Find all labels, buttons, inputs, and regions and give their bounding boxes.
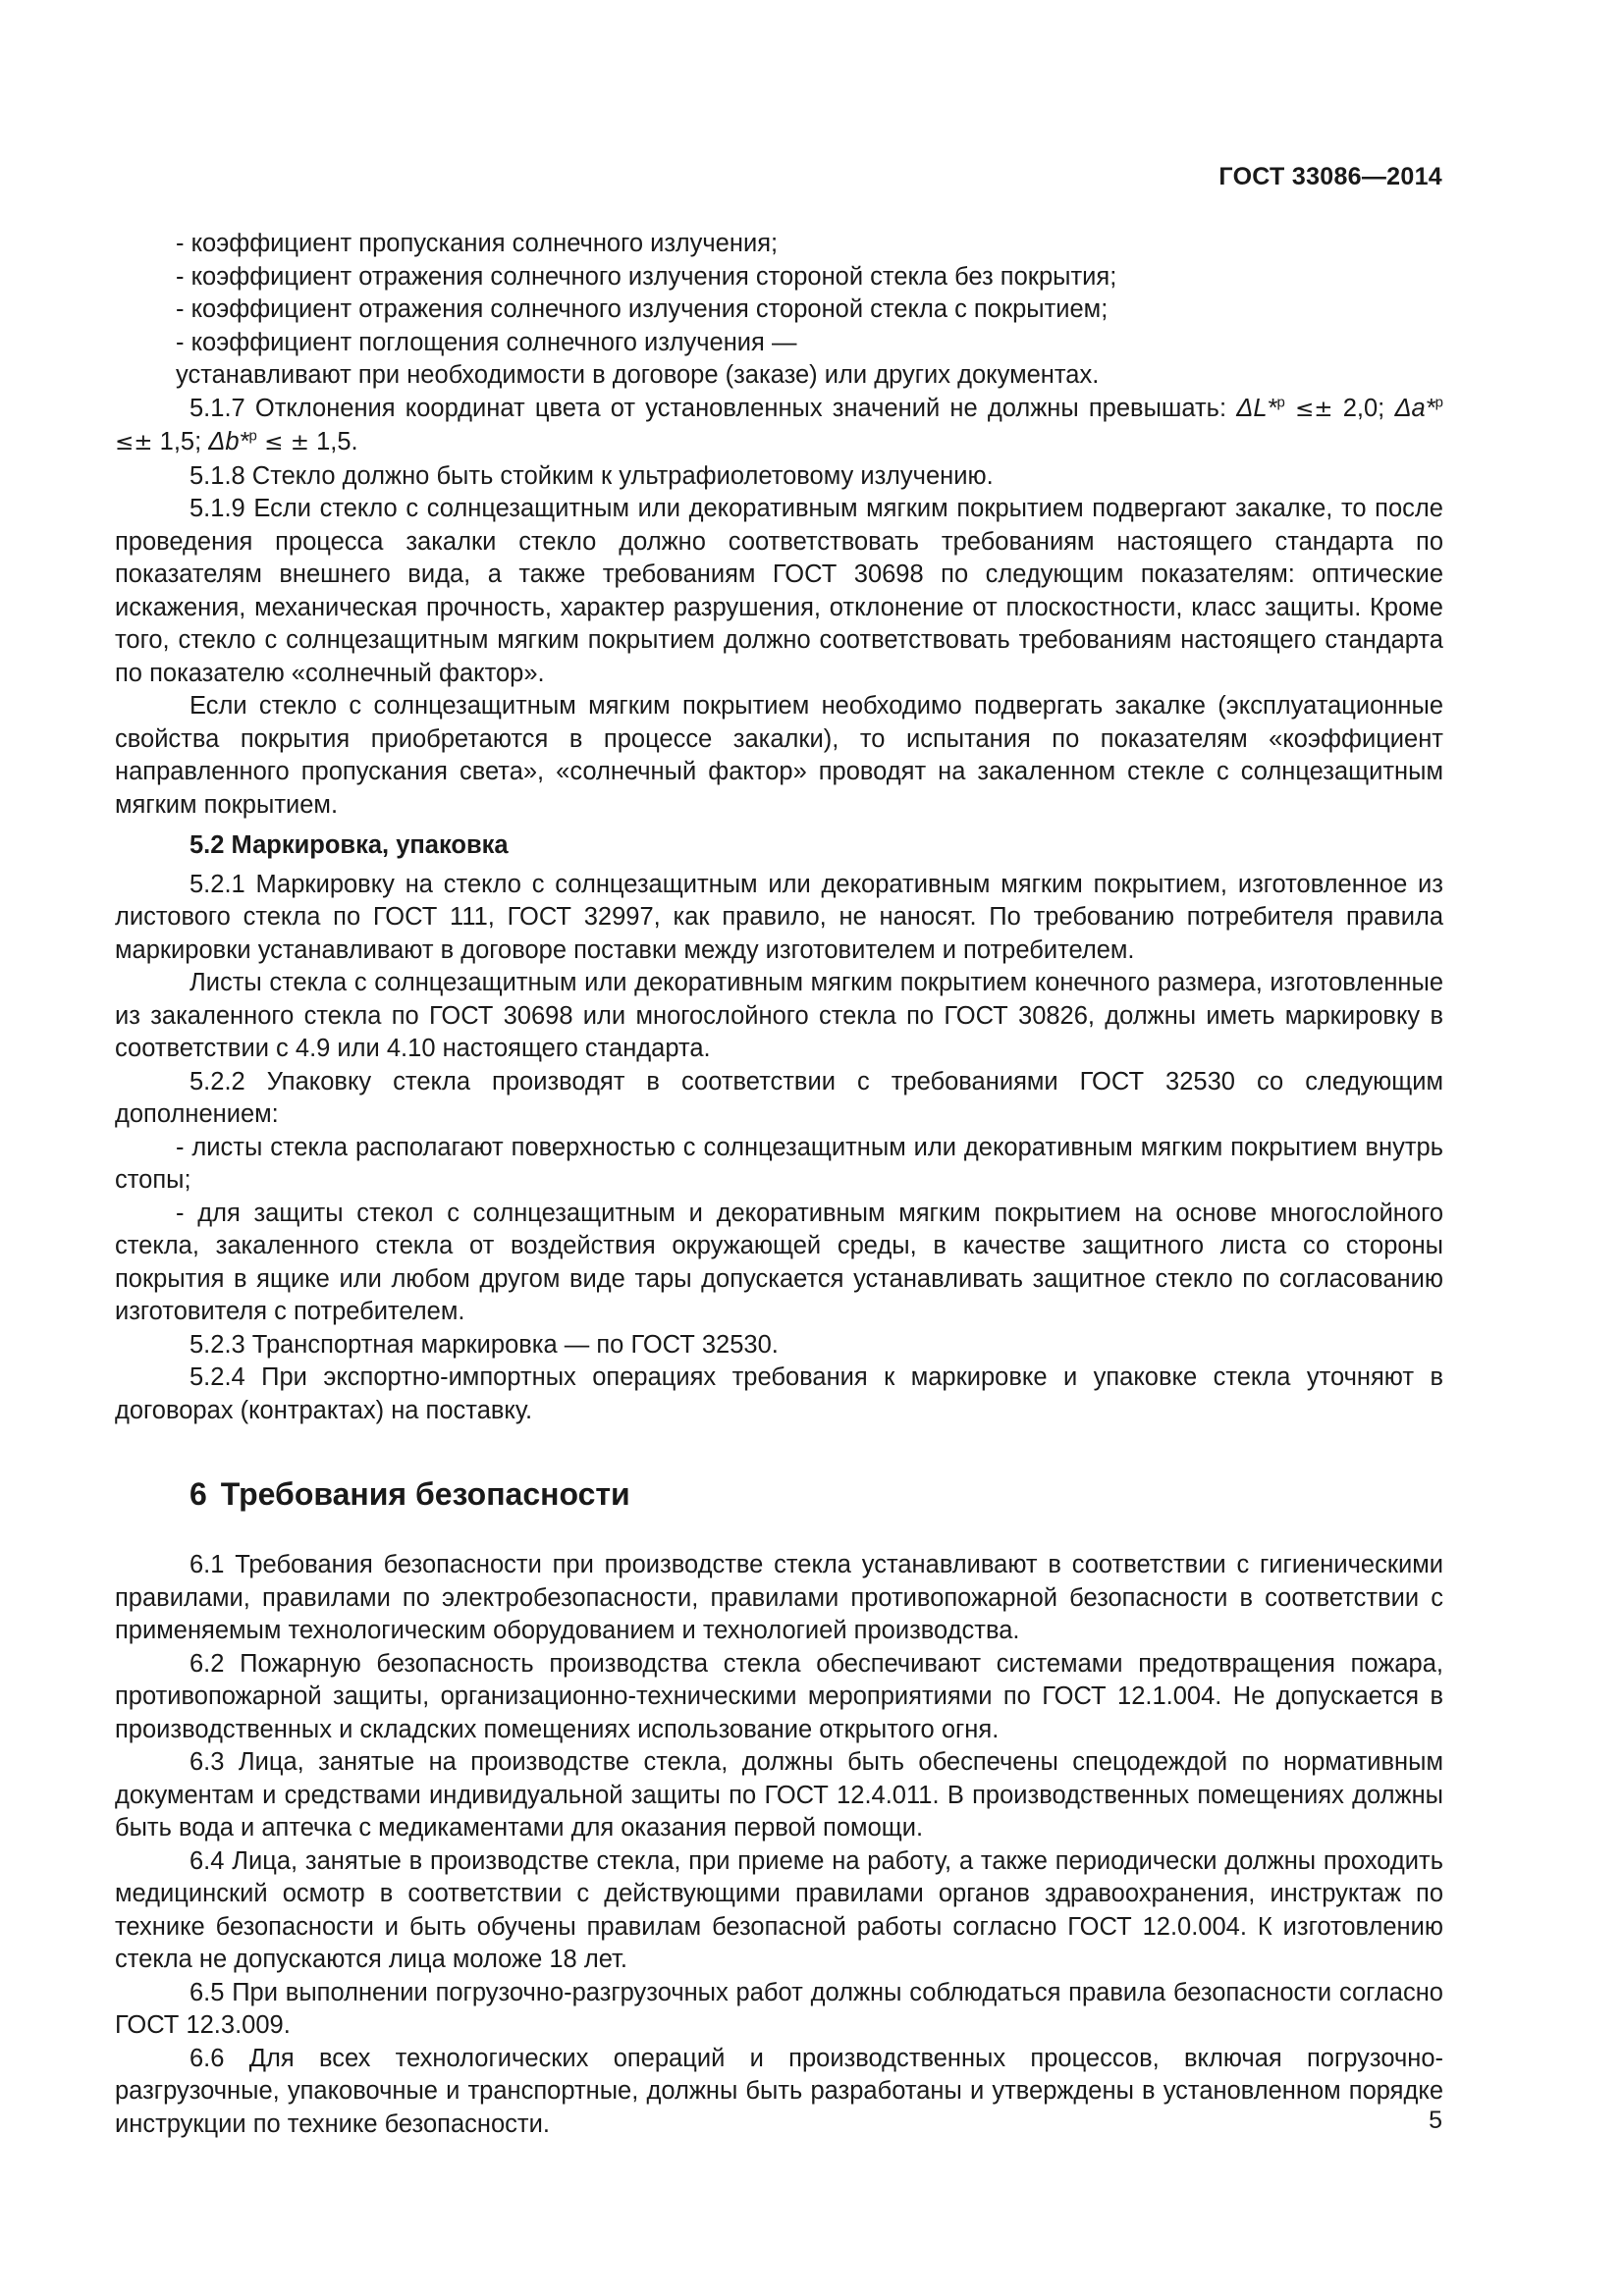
list-item: - коэффициент пропускания солнечного излучения; — [176, 230, 779, 257]
paragraph-5-2-1: 5.2.1 Маркировку на стекло с солнцезащитным или декоративным мягким покрытием, изготовленное из листового стекла по ГОСТ 111, ГОСТ 32997, как правило, не наносят. По требованию потребителя правила маркировки устанавливают в договоре поставки между изготовителем и потребителем. — [115, 870, 1443, 964]
delta-a-value: 1,5; — [152, 428, 209, 455]
delta-b-symbol: Δb* — [208, 428, 249, 455]
delta-a-symbol: Δa* — [1394, 394, 1435, 422]
subsection-heading-5-2: 5.2 Маркировка, упаковка — [189, 831, 509, 859]
section-number: 6 — [189, 1476, 207, 1512]
list-tail-text: устанавливают при необходимости в договоре (заказе) или других документах. — [176, 361, 1100, 389]
list-item: - коэффициент отражения солнечного излучения стороной стекла с покрытием; — [176, 295, 1109, 323]
delta-a-superscript: р — [1434, 394, 1443, 410]
paragraph-6-2: 6.2 Пожарную безопасность производства стекла обеспечивают системами предотвращения пожара, противопожарной защиты, организационно-техническими мероприятиями по ГОСТ 12.1.004. Не допускается в производственных и складских помещениях использование открытого огня. — [115, 1649, 1443, 1743]
section-heading-6 — [189, 1474, 1443, 1514]
paragraph-6-3: 6.3 Лица, занятые на производстве стекла, должны быть обеспечены спецодеждой по нормативным документам и средствами индивидуальной защиты по ГОСТ 12.4.011. В производственных помещениях должны быть вода и аптечка с медикаментами для оказания первой помощи. — [115, 1748, 1443, 1842]
list-item: - коэффициент отражения солнечного излучения стороной стекла без покрытия; — [176, 262, 1117, 291]
delta-b-superscript: р — [248, 427, 257, 445]
page-body — [115, 228, 1443, 2141]
delta-l-superscript: р — [1276, 394, 1285, 410]
page-number: 5 — [1429, 2107, 1442, 2134]
paragraph-5-2-4: 5.2.4 При экспортно-импортных операциях требования к маркировке и упаковке стекла уточняют в договорах (контрактах) на поставку. — [115, 1363, 1443, 1424]
paragraph-5-2-1-continued: Листы стекла с солнцезащитным или декоративным мягким покрытием конечного размера, изготовленные из закаленного стекла по ГОСТ 30698 или многослойного стекла по ГОСТ 30826, должны иметь маркировку в соответствии с 4.9 или 4.10 настоящего стандарта. — [115, 969, 1443, 1062]
paragraph-5-1-8: 5.1.8 Стекло должно быть стойким к ультрафиолетовому излучению. — [189, 461, 994, 490]
delta-l-value: 2,0; — [1332, 394, 1385, 422]
document-code-header: ГОСТ 33086—2014 — [1218, 163, 1442, 190]
p517-lead: 5.1.7 Отклонения координат цвета от установленных значений не должны превышать: — [189, 394, 1227, 422]
paragraph-5-1-9: 5.1.9 Если стекло с солнцезащитным или декоративным мягким покрытием подвергают закалке, то после проведения процесса закалки стекло должно соответствовать требованиям настоящего стандарта по показателям внешнего вида, а также требованиям ГОСТ 30698 по следующим показателям: оптические искажения, механическая прочность, характер разрушения, отклонение от плоскостности, класс защиты. Кроме того, стекло с солнцезащитным мягким покрытием должно соответствовать требованиям настоящего стандарта по показателю «солнечный фактор». — [115, 495, 1443, 687]
delta-b-value: 1,5. — [308, 428, 358, 455]
delta-b-relation: ≤ ± — [256, 430, 309, 455]
paragraph-6-4: 6.4 Лица, занятые в производстве стекла, при приеме на работу, а также периодически должны проходить медицинский осмотр в соответствии с действующими правилами органов здравоохранения, инструктаж по технике безопасности и быть обучены правилам безопасной работы согласно ГОСТ 12.0.004. К изготовлению стекла не допускаются лица моложе 18 лет. — [115, 1846, 1443, 1973]
paragraph-5-1-9-continued: Если стекло с солнцезащитным мягким покрытием необходимо подвергать закалке (эксплуатационные свойства покрытия приобретаются в процессе закалки), то испытания по показателям «коэффициент направленного пропускания света», «солнечный фактор» проводят на закаленном стекле с солнцезащитным мягким покрытием. — [115, 692, 1443, 819]
delta-l-symbol: ΔL* — [1236, 394, 1277, 422]
paragraph-5-2-2: 5.2.2 Упаковку стекла производят в соответствии с требованиями ГОСТ 32530 со следующим дополнением: — [115, 1067, 1443, 1128]
paragraph-5-2-3: 5.2.3 Транспортная маркировка — по ГОСТ 32530. — [189, 1330, 779, 1359]
delta-a-relation: ≤± — [115, 430, 153, 455]
delta-l-relation: ≤± — [1294, 396, 1333, 422]
list-item: - листы стекла располагают поверхностью с солнцезащитным или декоративным мягким покрытием внутрь стопы; — [115, 1133, 1443, 1194]
list-item: - для защиты стекол с солнцезащитным и декоративным мягким покрытием на основе многослойного стекла, закаленного стекла от воздействия окружающей среды, в качестве защитного листа со стороны покрытия в ящике или любом другом виде тары допускается устанавливать защитное стекло по согласованию изготовителя с потребителем. — [115, 1199, 1443, 1325]
paragraph-6-1: 6.1 Требования безопасности при производстве стекла устанавливают в соответствии с гигиеническими правилами, правилами по электробезопасности, правилами противопожарной безопасности в соответствии с применяемым технологическим оборудованием и технологией производства. — [115, 1551, 1443, 1644]
paragraph-6-6: 6.6 Для всех технологических операций и производственных процессов, включая погрузочно-разгрузочные, упаковочные и транспортные, должны быть разработаны и утверждены в установленном порядке инструкции по технике безопасности. — [115, 2044, 1443, 2138]
paragraph-6-5: 6.5 При выполнении погрузочно-разгрузочных работ должны соблюдаться правила безопасности согласно ГОСТ 12.3.009. — [115, 1978, 1443, 2039]
paragraph-5-1-7 — [115, 393, 1443, 460]
section-title: Требования безопасности — [220, 1476, 630, 1512]
list-item: - коэффициент поглощения солнечного излучения — — [176, 328, 797, 356]
